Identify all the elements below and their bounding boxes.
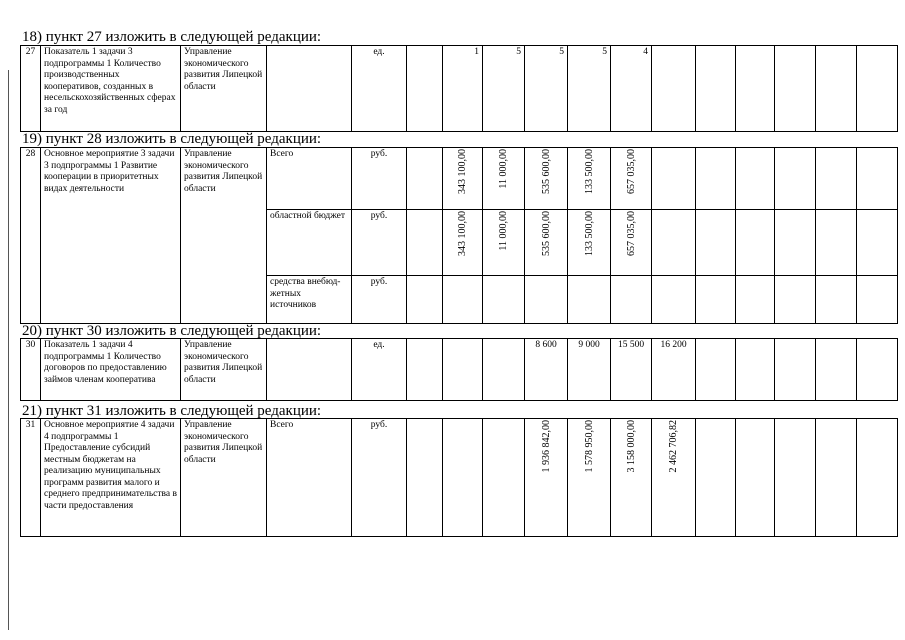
empty-cell: [696, 46, 736, 132]
indicator-name: Показатель 1 задачи 4 подпрограммы 1 Количество договоров по предоставлению займов членам кооператива: [41, 339, 181, 401]
value-cell: [568, 148, 611, 210]
value-cell: 5: [568, 46, 611, 132]
value-cell: 1: [443, 46, 483, 132]
empty-cell: [696, 276, 736, 324]
value-text: 343 100,00: [457, 211, 468, 256]
table-row: [21, 339, 898, 401]
empty-cell: [696, 339, 736, 401]
value-text: 133 500,00: [583, 149, 595, 194]
empty-cell: [652, 148, 696, 210]
empty-cell: [775, 419, 816, 537]
unit-cell: руб.: [352, 419, 407, 537]
empty-cell: [652, 46, 696, 132]
value-cell: 8 600: [525, 339, 568, 401]
unit-cell: ед.: [352, 46, 407, 132]
empty-cell: [816, 419, 857, 537]
section-21-heading: 21) пункт 31 изложить в следующей редакции:: [22, 403, 322, 419]
empty-cell: [525, 276, 568, 324]
section-19-heading: 19) пункт 28 изложить в следующей редакции:: [22, 131, 322, 147]
empty-cell: [652, 210, 696, 276]
empty-cell: [816, 148, 857, 210]
responsible-executor: Управление экономического развития Липецкой области: [181, 46, 267, 132]
empty-cell: [407, 148, 443, 210]
empty-cell: [568, 276, 611, 324]
empty-cell: [775, 46, 816, 132]
empty-cell: [816, 276, 857, 324]
empty-cell: [816, 46, 857, 132]
empty-cell: [483, 276, 525, 324]
funding-source: [267, 339, 352, 401]
value-text: 3 158 000,00: [625, 420, 637, 473]
section-21-table: [20, 418, 898, 537]
section-18-table: [20, 45, 898, 132]
row-number: 30: [21, 339, 41, 401]
responsible-executor: Управление экономического развития Липецкой области: [181, 419, 267, 537]
empty-cell: [775, 210, 816, 276]
value-text: 1 936 842,00: [540, 420, 552, 473]
responsible-executor: Управление экономического развития Липецкой области: [181, 148, 267, 324]
section-18-heading: 18) пункт 27 изложить в следующей редакции:: [22, 29, 322, 45]
value-cell: 9 000: [568, 339, 611, 401]
value-text: 11 000,00: [498, 149, 509, 189]
empty-cell: [775, 276, 816, 324]
value-text: 11 000,00: [498, 211, 509, 251]
empty-cell: [857, 148, 898, 210]
funding-source: Всего: [267, 148, 352, 210]
value-text: 1 578 950,00: [583, 420, 595, 473]
empty-cell: [816, 339, 857, 401]
empty-cell: [736, 339, 775, 401]
unit-cell: руб.: [352, 210, 407, 276]
funding-source: областной бюджет: [267, 210, 352, 276]
funding-source: средства внебюд-жетных источников: [267, 276, 352, 324]
empty-cell: [407, 276, 443, 324]
value-cell: [483, 148, 525, 210]
value-cell: [525, 148, 568, 210]
empty-cell: [652, 276, 696, 324]
empty-cell: [483, 339, 525, 401]
value-text: 2 462 706,82: [668, 420, 679, 473]
empty-cell: [857, 276, 898, 324]
empty-cell: [857, 419, 898, 537]
value-cell: [525, 210, 568, 276]
value-text: 133 500,00: [583, 211, 595, 256]
value-text: 657 035,00: [625, 149, 637, 194]
empty-cell: [857, 339, 898, 401]
empty-cell: [696, 419, 736, 537]
section-19-table: [20, 147, 898, 324]
empty-cell: [816, 210, 857, 276]
empty-cell: [407, 339, 443, 401]
empty-cell: [857, 46, 898, 132]
empty-cell: [736, 148, 775, 210]
measure-name: Основное мероприятие 4 задачи 4 подпрограммы 1 Предоставление субсидий местным бюджетам на реализацию муниципальных программ развития малого и среднего предпринимательства в части предоставления: [41, 419, 181, 537]
empty-cell: [443, 419, 483, 537]
value-cell: [652, 419, 696, 537]
empty-cell: [775, 339, 816, 401]
row-number: 28: [21, 148, 41, 324]
funding-source: [267, 46, 352, 132]
indicator-name: Показатель 1 задачи 3 подпрограммы 1 Количество производственных кооперативов, созданных в несельскохозяйственных сферах за год: [41, 46, 181, 132]
empty-cell: [696, 210, 736, 276]
section-20-heading: 20) пункт 30 изложить в следующей редакции:: [22, 323, 322, 339]
empty-cell: [407, 419, 443, 537]
empty-cell: [857, 210, 898, 276]
value-cell: 4: [611, 46, 652, 132]
row-number: 31: [21, 419, 41, 537]
empty-cell: [736, 46, 775, 132]
responsible-executor: Управление экономического развития Липецкой области: [181, 339, 267, 401]
value-cell: 16 200: [652, 339, 696, 401]
value-cell: [443, 210, 483, 276]
empty-cell: [443, 339, 483, 401]
empty-cell: [443, 276, 483, 324]
value-cell: [611, 419, 652, 537]
value-text: 343 100,00: [457, 149, 468, 194]
value-cell: [611, 210, 652, 276]
value-cell: [483, 210, 525, 276]
empty-cell: [696, 148, 736, 210]
empty-cell: [483, 419, 525, 537]
value-text: 535 600,00: [540, 149, 552, 194]
unit-cell: ед.: [352, 339, 407, 401]
empty-cell: [407, 46, 443, 132]
empty-cell: [736, 419, 775, 537]
value-cell: [611, 148, 652, 210]
funding-source: Всего: [267, 419, 352, 537]
empty-cell: [775, 148, 816, 210]
measure-name: Основное мероприятие 3 задачи 3 подпрограммы 1 Развитие кооперации в приоритетных видах деятельности: [41, 148, 181, 324]
empty-cell: [736, 276, 775, 324]
unit-cell: руб.: [352, 276, 407, 324]
table-row: [21, 419, 898, 537]
value-cell: [568, 419, 611, 537]
row-number: 27: [21, 46, 41, 132]
empty-cell: [611, 276, 652, 324]
value-text: 535 600,00: [540, 211, 552, 256]
table-row: [21, 46, 898, 132]
empty-cell: [736, 210, 775, 276]
unit-cell: руб.: [352, 148, 407, 210]
value-cell: 15 500: [611, 339, 652, 401]
empty-cell: [407, 210, 443, 276]
page-edge-line: [8, 70, 9, 630]
value-cell: [443, 148, 483, 210]
value-cell: 5: [525, 46, 568, 132]
value-cell: [568, 210, 611, 276]
table-row: [21, 148, 898, 210]
value-cell: 5: [483, 46, 525, 132]
section-20-table: [20, 338, 898, 401]
value-cell: [525, 419, 568, 537]
value-text: 657 035,00: [625, 211, 637, 256]
